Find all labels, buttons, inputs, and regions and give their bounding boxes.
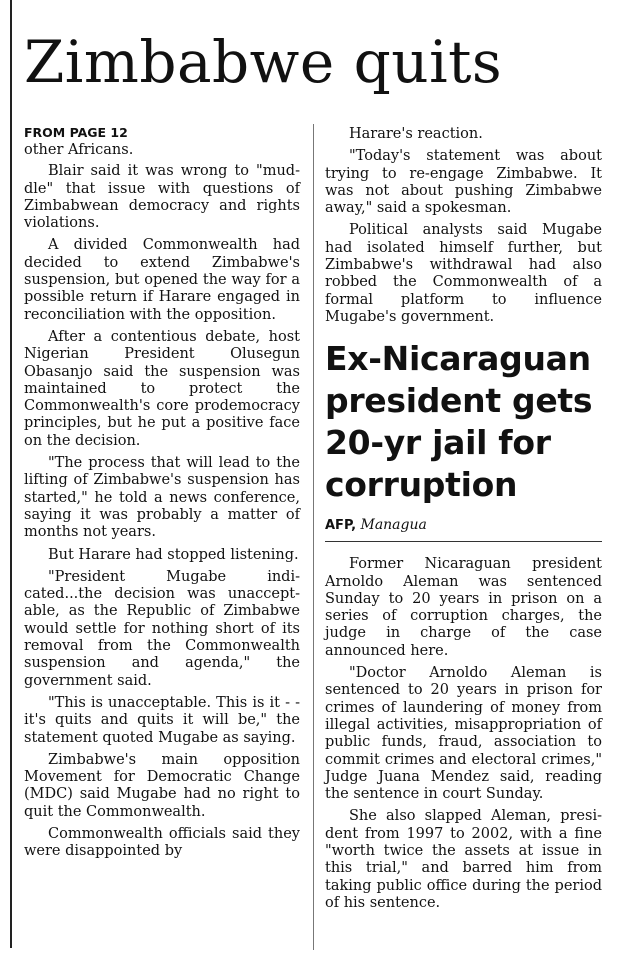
second-article-headline: Ex-Nicaraguan president gets 20-yr jail for corruption bbox=[325, 339, 593, 505]
byline-agency: AFP, bbox=[325, 518, 357, 534]
continued-from-label: FROM PAGE 12 bbox=[24, 125, 128, 140]
column-divider bbox=[313, 124, 314, 950]
paragraph: A divided Commonwealth had decided to extend Zimbabwe's suspension, but opened the way for a possible return if Harare engaged in reconciliation with the opposition. bbox=[24, 237, 300, 323]
paragraph: other Africans. bbox=[24, 142, 134, 158]
paragraph: "The process that will lead to the lifting of Zimbabwe's suspension has started," he told a news conference, saying it was probably a matter of months not years. bbox=[24, 455, 300, 541]
paragraph: Zimbabwe's main opposition Movement for Democratic Change (MDC) said Mugabe had no right to quit the Commonwealth. bbox=[24, 751, 300, 820]
paragraph: Commonwealth officials said they were disappointed by bbox=[24, 825, 300, 860]
second-article-body bbox=[325, 556, 602, 912]
paragraph: Harare's reaction. bbox=[349, 126, 483, 142]
paragraph: Political analysts said Mugabe had isolated himself further, but Zimbabwe's withdrawal had also robbed the Commonwealth of a formal platform to influence Mugabe's government. bbox=[325, 222, 602, 325]
paragraph: "Doctor Arnoldo Aleman is sentenced to 20 years in prison for crimes of laundering of money from illegal activities, misappropriation of public funds, fraud, association to commit crimes and electoral crimes," Judge Juana Mendez said, reading the sentence in court Sunday. bbox=[325, 665, 602, 803]
paragraph: "This is unacceptable. This is it - - it's quits and quits it will be," the statement quoted Mugabe as saying. bbox=[24, 694, 300, 746]
paragraph: But Harare had stopped listening. bbox=[48, 546, 299, 563]
byline-place: Managua bbox=[360, 517, 427, 534]
paragraph: "Today's statement was about trying to re-engage Zimbabwe. It was not about pushing Zimbabwe away," said a spokesman. bbox=[325, 148, 602, 217]
paragraph: "President Mugabe indicated...the decision was unacceptable, as the Republic of Zimbabwe would settle for nothing short of its removal from the Commonwealth suspension and agenda," the government said. bbox=[24, 568, 300, 689]
byline bbox=[325, 516, 602, 542]
main-article-column-2 bbox=[325, 126, 602, 917]
main-headline: Zimbabwe quits bbox=[24, 28, 503, 96]
paragraph: After a contentious debate, host Nigerian President Olusegun Obasanjo said the suspension was maintained to protect the Commonwealth's core prodemocracy principles, but he put a positive face on the decision. bbox=[24, 328, 300, 449]
paragraph: Blair said it was wrong to "muddle" that issue with questions of Zimbabwean democracy and rights violations. bbox=[24, 163, 300, 232]
main-article-column-1 bbox=[24, 120, 300, 866]
second-article bbox=[325, 338, 602, 912]
paragraph: She also slapped Aleman, president from 1997 to 2002, with a fine "worth twice the assets at issue in this trial," and barred him from taking public office during the period of his sentence. bbox=[325, 808, 602, 911]
left-margin-rule bbox=[10, 0, 12, 948]
paragraph: Former Nicaraguan president Arnoldo Aleman was sentenced Sunday to 20 years in prison on a series of corruption charges, the judge in charge of the case announced here. bbox=[325, 556, 602, 659]
